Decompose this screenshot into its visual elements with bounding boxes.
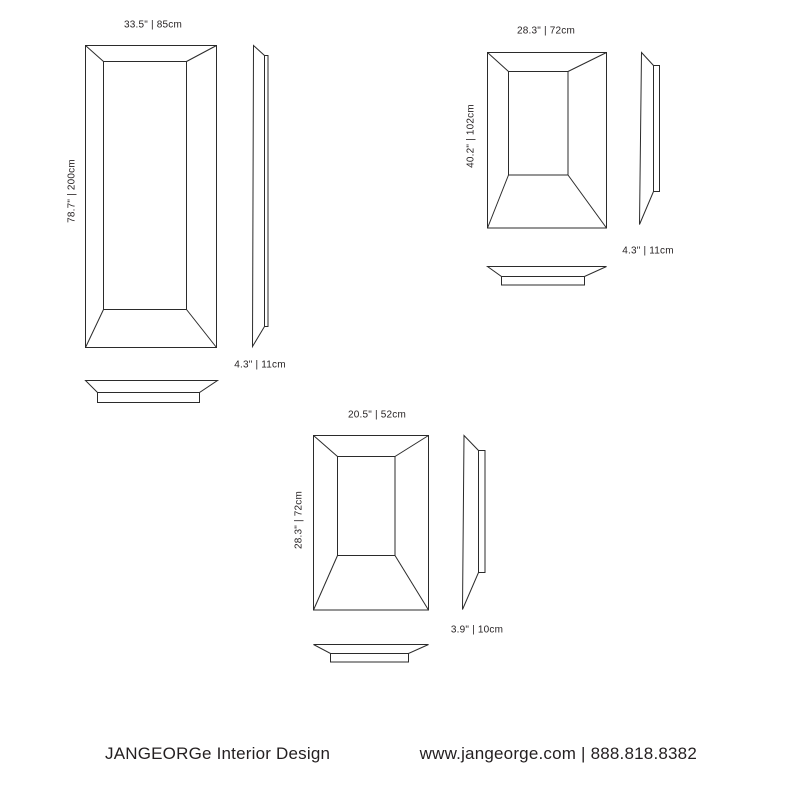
mirror-2-bottom-view — [488, 267, 607, 286]
mirror-1-depth-label: 4.3" | 11cm — [234, 359, 286, 371]
brand-name: JANGEORGe Interior Design — [105, 744, 331, 763]
mirror-3-front-view — [314, 436, 429, 611]
mirror-2-width-label: 28.3" | 72cm — [516, 25, 576, 37]
mirror-3-side-view — [463, 436, 486, 610]
mirror-1-width-label: 33.5" | 85cm — [123, 19, 183, 31]
mirror-2-height-label: 40.2" | 102cm — [465, 104, 477, 168]
mirror-2-depth-label: 4.3" | 11cm — [622, 245, 674, 257]
mirror-3-bottom-view — [314, 645, 429, 663]
mirror-2-front-view — [488, 53, 607, 229]
mirror-2-side-view — [640, 53, 660, 225]
mirror-3-width-label: 20.5" | 52cm — [347, 409, 407, 421]
mirror-1-front-view — [86, 46, 217, 348]
mirror-3-depth-label: 3.9" | 10cm — [450, 624, 504, 636]
mirror-1-bottom-view — [86, 381, 218, 403]
mirror-1-height-label: 78.7" | 200cm — [66, 159, 78, 223]
mirror-3-height-label: 28.3" | 72cm — [293, 490, 305, 550]
mirror-1-side-view — [253, 46, 269, 347]
website-and-phone: www.jangeorge.com | 888.818.8382 — [419, 744, 697, 763]
